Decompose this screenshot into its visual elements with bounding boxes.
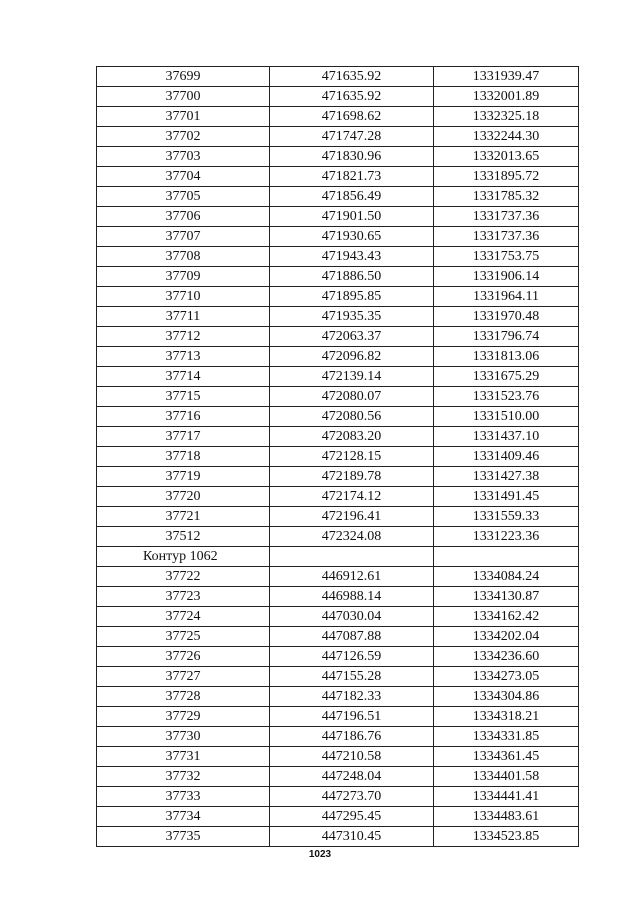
table-row [97, 507, 579, 527]
contour-label: Контур 1062 [97, 547, 270, 567]
y-coordinate-cell: 1331964.11 [434, 287, 579, 307]
y-coordinate-cell: 1332013.65 [434, 147, 579, 167]
x-coordinate-cell: 472063.37 [270, 327, 434, 347]
point-number-cell: 37727 [97, 667, 270, 687]
y-coordinate-cell: 1331895.72 [434, 167, 579, 187]
table-row [97, 407, 579, 427]
x-coordinate-cell: 471856.49 [270, 187, 434, 207]
table-row [97, 267, 579, 287]
x-coordinate-cell: 472189.78 [270, 467, 434, 487]
table-row [97, 387, 579, 407]
table-row [97, 787, 579, 807]
y-coordinate-cell: 1332325.18 [434, 107, 579, 127]
point-number-cell: 37721 [97, 507, 270, 527]
x-coordinate-cell: 447273.70 [270, 787, 434, 807]
x-coordinate-cell: 447126.59 [270, 647, 434, 667]
x-coordinate-cell: 471935.35 [270, 307, 434, 327]
table-row [97, 287, 579, 307]
y-coordinate-cell: 1331559.33 [434, 507, 579, 527]
y-coordinate-cell: 1334273.05 [434, 667, 579, 687]
point-number-cell: 37512 [97, 527, 270, 547]
point-number-cell: 37700 [97, 87, 270, 107]
point-number-cell: 37733 [97, 787, 270, 807]
x-coordinate-cell: 472080.07 [270, 387, 434, 407]
y-coordinate-cell: 1331510.00 [434, 407, 579, 427]
coordinates-table-body [97, 67, 579, 847]
table-row [97, 447, 579, 467]
x-coordinate-cell: 447295.45 [270, 807, 434, 827]
y-coordinate-cell: 1331970.48 [434, 307, 579, 327]
x-coordinate-cell: 447186.76 [270, 727, 434, 747]
x-coordinate-cell: 471895.85 [270, 287, 434, 307]
table-row [97, 347, 579, 367]
table-row [97, 807, 579, 827]
point-number-cell: 37717 [97, 427, 270, 447]
point-number-cell: 37726 [97, 647, 270, 667]
point-number-cell: 37729 [97, 707, 270, 727]
x-coordinate-cell: 471747.28 [270, 127, 434, 147]
table-row [97, 147, 579, 167]
y-coordinate-cell: 1331906.14 [434, 267, 579, 287]
x-coordinate-cell: 471635.92 [270, 87, 434, 107]
y-coordinate-cell: 1331675.29 [434, 367, 579, 387]
x-coordinate-cell: 447196.51 [270, 707, 434, 727]
x-coordinate-cell: 447182.33 [270, 687, 434, 707]
x-coordinate-cell: 447248.04 [270, 767, 434, 787]
point-number-cell: 37708 [97, 247, 270, 267]
table-row [97, 427, 579, 447]
point-number-cell: 37709 [97, 267, 270, 287]
table-row [97, 667, 579, 687]
table-row [97, 187, 579, 207]
point-number-cell: 37707 [97, 227, 270, 247]
y-coordinate-cell: 1334441.41 [434, 787, 579, 807]
x-coordinate-cell: 472096.82 [270, 347, 434, 367]
page-number: 1023 [308, 849, 332, 860]
point-number-cell: 37699 [97, 67, 270, 87]
y-coordinate-cell: 1331523.76 [434, 387, 579, 407]
x-coordinate-cell: 471943.43 [270, 247, 434, 267]
table-row [97, 707, 579, 727]
x-coordinate-cell: 471698.62 [270, 107, 434, 127]
coordinates-table [96, 66, 579, 847]
table-row [97, 87, 579, 107]
y-coordinate-cell: 1334084.24 [434, 567, 579, 587]
table-row [97, 327, 579, 347]
y-coordinate-cell: 1334361.45 [434, 747, 579, 767]
point-number-cell: 37715 [97, 387, 270, 407]
x-coordinate-cell: 472196.41 [270, 507, 434, 527]
y-coordinate-cell: 1331491.45 [434, 487, 579, 507]
point-number-cell: 37704 [97, 167, 270, 187]
y-coordinate-cell: 1334318.21 [434, 707, 579, 727]
table-row [97, 487, 579, 507]
y-coordinate-cell: 1334130.87 [434, 587, 579, 607]
point-number-cell: 37719 [97, 467, 270, 487]
y-coordinate-cell: 1334236.60 [434, 647, 579, 667]
table-row [97, 467, 579, 487]
empty-cell [434, 547, 579, 567]
y-coordinate-cell: 1334202.04 [434, 627, 579, 647]
point-number-cell: 37712 [97, 327, 270, 347]
table-row [97, 767, 579, 787]
point-number-cell: 37732 [97, 767, 270, 787]
point-number-cell: 37731 [97, 747, 270, 767]
x-coordinate-cell: 471821.73 [270, 167, 434, 187]
x-coordinate-cell: 472128.15 [270, 447, 434, 467]
point-number-cell: 37718 [97, 447, 270, 467]
x-coordinate-cell: 447030.04 [270, 607, 434, 627]
x-coordinate-cell: 471830.96 [270, 147, 434, 167]
point-number-cell: 37724 [97, 607, 270, 627]
y-coordinate-cell: 1331785.32 [434, 187, 579, 207]
x-coordinate-cell: 447087.88 [270, 627, 434, 647]
point-number-cell: 37730 [97, 727, 270, 747]
y-coordinate-cell: 1331409.46 [434, 447, 579, 467]
x-coordinate-cell: 472324.08 [270, 527, 434, 547]
y-coordinate-cell: 1332244.30 [434, 127, 579, 147]
x-coordinate-cell: 446912.61 [270, 567, 434, 587]
x-coordinate-cell: 472174.12 [270, 487, 434, 507]
table-row [97, 747, 579, 767]
x-coordinate-cell: 447210.58 [270, 747, 434, 767]
y-coordinate-cell: 1331796.74 [434, 327, 579, 347]
point-number-cell: 37706 [97, 207, 270, 227]
y-coordinate-cell: 1331753.75 [434, 247, 579, 267]
y-coordinate-cell: 1331223.36 [434, 527, 579, 547]
table-row [97, 607, 579, 627]
point-number-cell: 37713 [97, 347, 270, 367]
point-number-cell: 37714 [97, 367, 270, 387]
y-coordinate-cell: 1331813.06 [434, 347, 579, 367]
x-coordinate-cell: 471635.92 [270, 67, 434, 87]
x-coordinate-cell: 471901.50 [270, 207, 434, 227]
y-coordinate-cell: 1334162.42 [434, 607, 579, 627]
table-row [97, 727, 579, 747]
y-coordinate-cell: 1334304.86 [434, 687, 579, 707]
table-row [97, 687, 579, 707]
point-number-cell: 37711 [97, 307, 270, 327]
table-row [97, 367, 579, 387]
table-row [97, 247, 579, 267]
y-coordinate-cell: 1331939.47 [434, 67, 579, 87]
point-number-cell: 37720 [97, 487, 270, 507]
point-number-cell: 37728 [97, 687, 270, 707]
y-coordinate-cell: 1332001.89 [434, 87, 579, 107]
point-number-cell: 37702 [97, 127, 270, 147]
point-number-cell: 37735 [97, 827, 270, 847]
y-coordinate-cell: 1331737.36 [434, 207, 579, 227]
point-number-cell: 37705 [97, 187, 270, 207]
point-number-cell: 37710 [97, 287, 270, 307]
table-row [97, 167, 579, 187]
table-row [97, 827, 579, 847]
x-coordinate-cell: 472080.56 [270, 407, 434, 427]
table-row [97, 587, 579, 607]
table-row [97, 207, 579, 227]
x-coordinate-cell: 446988.14 [270, 587, 434, 607]
table-row [97, 67, 579, 87]
y-coordinate-cell: 1334523.85 [434, 827, 579, 847]
x-coordinate-cell: 447155.28 [270, 667, 434, 687]
table-row [97, 527, 579, 547]
point-number-cell: 37701 [97, 107, 270, 127]
y-coordinate-cell: 1334483.61 [434, 807, 579, 827]
point-number-cell: 37716 [97, 407, 270, 427]
table-row [97, 107, 579, 127]
table-row [97, 227, 579, 247]
table-row [97, 627, 579, 647]
table-row [97, 127, 579, 147]
y-coordinate-cell: 1331437.10 [434, 427, 579, 447]
y-coordinate-cell: 1334401.58 [434, 767, 579, 787]
contour-header-row [97, 547, 579, 567]
y-coordinate-cell: 1331737.36 [434, 227, 579, 247]
table-row [97, 647, 579, 667]
x-coordinate-cell: 472083.20 [270, 427, 434, 447]
point-number-cell: 37703 [97, 147, 270, 167]
x-coordinate-cell: 471930.65 [270, 227, 434, 247]
table-row [97, 307, 579, 327]
point-number-cell: 37723 [97, 587, 270, 607]
point-number-cell: 37722 [97, 567, 270, 587]
x-coordinate-cell: 447310.45 [270, 827, 434, 847]
y-coordinate-cell: 1331427.38 [434, 467, 579, 487]
point-number-cell: 37725 [97, 627, 270, 647]
x-coordinate-cell: 472139.14 [270, 367, 434, 387]
y-coordinate-cell: 1334331.85 [434, 727, 579, 747]
x-coordinate-cell: 471886.50 [270, 267, 434, 287]
point-number-cell: 37734 [97, 807, 270, 827]
empty-cell [270, 547, 434, 567]
table-row [97, 567, 579, 587]
